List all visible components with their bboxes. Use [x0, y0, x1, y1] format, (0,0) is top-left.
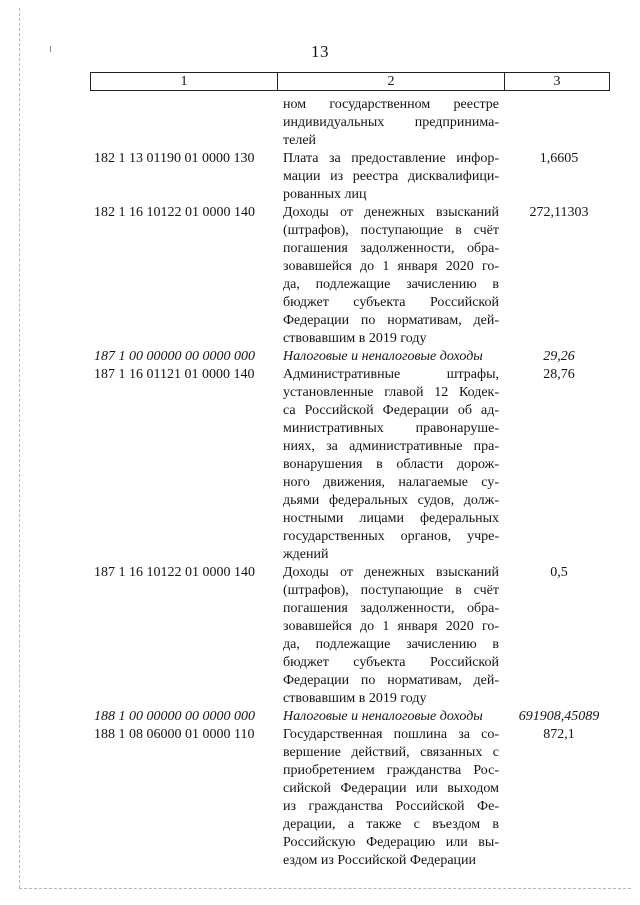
budget-code: 187 1 00 00000 00 0000 000	[94, 349, 255, 364]
description-line: вонарушения в области дорож-	[283, 457, 499, 472]
amount-value: 872,1	[543, 727, 575, 742]
description-line: ниях, за административные пра-	[283, 439, 499, 454]
description-line: да, подлежащие зачислению в	[283, 277, 499, 292]
description-line: ствовавшим в 2019 году	[283, 691, 427, 706]
revenue-description	[283, 150, 499, 204]
header-col-1: 1	[91, 73, 278, 90]
description-line: Налоговые и неналоговые доходы	[283, 349, 483, 364]
description-line: дьями федеральных судов, долж-	[283, 493, 499, 508]
description-line: Федерации по нормативам, дей-	[283, 673, 499, 688]
description-line: ездом из Российской Федерации	[283, 853, 477, 868]
description-line: государственных органов, учре-	[283, 529, 499, 544]
description-line: рованных лиц	[283, 187, 367, 202]
description-line: бюджет субъекта Российской	[283, 655, 499, 670]
description-line: са Российской Федерации об ад-	[283, 403, 499, 418]
amount-value: 0,5	[550, 565, 568, 580]
header-col-2: 2	[278, 73, 505, 90]
amount-value: 691908,45089	[518, 709, 600, 724]
description-line: ностными лицами федеральных	[283, 511, 499, 526]
amount-value: 272,11303	[529, 205, 589, 220]
description-line: да, подлежащие зачислению в	[283, 637, 499, 652]
description-line: Российскую Федерацию или вы-	[283, 835, 499, 850]
budget-code: 182 1 16 10122 01 0000 140	[94, 205, 255, 220]
description-line: бюджет субъекта Российской	[283, 295, 499, 310]
description-line: Доходы от денежных взысканий	[283, 205, 499, 220]
description-line: установленные главой 12 Кодек-	[283, 385, 499, 400]
page-number: 13	[311, 42, 329, 61]
description-line: из гражданства Российской Фе-	[283, 799, 499, 814]
description-line: Государственная пошлина за со-	[283, 727, 499, 742]
budget-code: 187 1 16 10122 01 0000 140	[94, 565, 255, 580]
budget-code: 187 1 16 01121 01 0000 140	[94, 367, 255, 382]
budget-code: 188 1 08 06000 01 0000 110	[94, 727, 255, 742]
description-line: вершение действий, связанных с	[283, 745, 499, 760]
description-line: телей	[283, 133, 317, 148]
budget-code: 188 1 00 00000 00 0000 000	[94, 709, 255, 724]
amount-value: 1,6605	[539, 151, 579, 166]
description-line: Доходы от денежных взысканий	[283, 565, 499, 580]
header-col-3: 3	[553, 73, 561, 89]
description-line: зовавшейся до 1 января 2020 го-	[283, 619, 499, 634]
revenue-description	[283, 204, 499, 348]
description-line: ного движения, налагаемые су-	[283, 475, 499, 490]
description-line: Административные штрафы,	[283, 367, 499, 382]
revenue-description	[283, 708, 499, 726]
description-line: ном государственном реестре	[283, 97, 499, 112]
revenue-description	[283, 564, 499, 708]
description-line: мации из реестра дисквалифици-	[283, 169, 499, 184]
description-line: (штрафов), поступающие в счёт	[283, 583, 499, 598]
description-line: Плата за предоставление инфор-	[283, 151, 499, 166]
description-line: дерации, а также с въездом в	[283, 817, 499, 832]
description-line: индивидуальных предпринима-	[283, 115, 499, 130]
description-line: министративных правонаруше-	[283, 421, 499, 436]
description-line: ствовавшим в 2019 году	[283, 331, 427, 346]
revenue-description	[283, 726, 499, 870]
description-line: приобретением гражданства Рос-	[283, 763, 499, 778]
revenue-description	[283, 96, 499, 150]
amount-value: 28,76	[543, 367, 575, 382]
description-line: погашения задолженности, обра-	[283, 241, 499, 256]
description-line: Федерации по нормативам, дей-	[283, 313, 499, 328]
revenue-description	[283, 348, 499, 366]
amount-value: 29,26	[543, 349, 575, 364]
description-line: погашения задолженности, обра-	[283, 601, 499, 616]
description-line: ждений	[283, 547, 329, 562]
revenue-description	[283, 366, 499, 564]
description-line: Налоговые и неналоговые доходы	[283, 709, 483, 724]
description-line: сийской Федерации или выходом	[283, 781, 499, 796]
description-line: (штрафов), поступающие в счёт	[283, 223, 499, 238]
budget-code: 182 1 13 01190 01 0000 130	[94, 151, 255, 166]
description-line: зовавшейся до 1 января 2020 го-	[283, 259, 499, 274]
